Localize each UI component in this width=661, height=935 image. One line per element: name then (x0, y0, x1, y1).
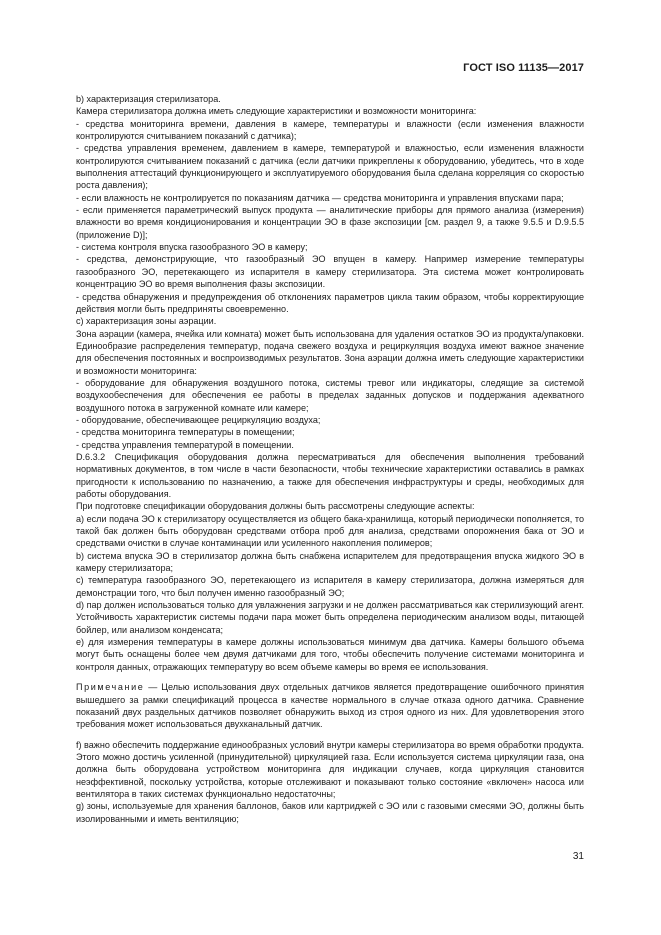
list-item-parametric-release: - если применяется параметрический выпуск продукта — аналитические приборы для прямого анализа (измерения) влажности во время кондиционирования и концентрации ЭО в фазе экспозиции [см. раздел 9, а также 9.5.5 и D.9.5.5 (приложение D)]; (76, 205, 584, 240)
list-item-temp-monitoring: - средства мониторинга температуры в помещении; (76, 427, 295, 438)
paragraph-b-sterilizer: b) характеризация стерилизатора. (76, 94, 221, 104)
list-item-steam: - если влажность не контролируется по показаниям датчика — средства мониторинга и управления впусками пара; (76, 192, 564, 203)
page-body (76, 93, 584, 825)
list-item-f: f) важно обеспечить поддержание единообразных условий внутри камеры стерилизатора во время обработки продукта. Этого можно достичь усиленной (принудительной) циркуляцией газа. Если используется система циркуляции газа, она должна быть оборудована устройством мониторинга для индикации случаев, когда циркуляция становится неэффективной, поскольку устройства, которые отслеживают и показывают только состояние «включен» насоса или вентилятора в таких системах функционально недостаточны; (76, 739, 584, 799)
list-item-d: d) пар должен использоваться только для увлажнения загрузки и не должен рассматриваться как стерилизующий агент. Устойчивость характеристик системы подачи пара может быть определена периодическим анализом воды, питающей бойлер, или анализом конденсата; (76, 600, 584, 635)
document-header: ГОСТ ISO 11135—2017 (463, 62, 584, 74)
list-item-g: g) зоны, используемые для хранения баллонов, баков или картриджей с ЭО или с газовыми смесями ЭО, должны быть изолированными и иметь вентиляцию; (76, 801, 584, 824)
list-item-control: - средства управления временем, давлением в камере, температурой и влажностью, если изменения влажности контролируются считыванием показаний с датчика (если датчики прикреплены к оборудованию, убедитесь, что в ходе выполнения аттестаций функционирующего и эксплуатируемого оборудования была сделана корреляция со скоростью роста давления); (76, 143, 584, 191)
list-item-airflow: - оборудование для обнаружения воздушного потока, системы тревог или индикаторы, следящие за системой воздухообеспечения для обеспечения ее работы в пределах заданных допусков и поддержания адекватного воздушного потока в загруженной комнате или камере; (76, 377, 584, 413)
paragraph-chamber-requirements: Камера стерилизатора должна иметь следующие характеристики и возможности мониторинга: (76, 106, 477, 117)
list-item-a: a) если подача ЭО к стерилизатору осуществляется из общего бака-хранилища, который периодически пополняется, то такой бак должен быть оборудован средствами отбора проб для анализа, средствами опорожнения бака от ЭО и средствами очистки в случае контаминации или усиленного накопления полимеров; (76, 513, 584, 549)
note (76, 681, 584, 730)
list-item-eo-demonstration: - средства, демонстрирующие, что газообразный ЭО впущен в камеру. Например измерение температуры газообразного ЭО, перетекающего из испарителя в камеру стерилизатора. Эта система может контролировать концентрацию ЭО во время выполнения фазы экспозиции. (76, 254, 584, 290)
list-item-b: b) система впуска ЭО в стерилизатор должна быть снабжена испарителем для предотвращения впуска жидкого ЭО в камеру стерилизатора; (76, 550, 584, 574)
page-number: 31 (572, 851, 584, 862)
paragraph-aeration-zone: Зона аэрации (камера, ячейка или комната) может быть использована для удаления остатков ЭО из продукта/упаковки. Единообразие распределения температур, подача свежего воздуха и рециркуляция воздуха имеют важное значение для обеспечения постоянных и воспроизводимых результатов. Зона аэрации должна иметь следующие характеристики и возможности мониторинга: (76, 328, 584, 376)
list-item-e: e) для измерения температуры в камере должны использоваться минимум два датчика. Камеры большого объема могут быть оснащены более чем двумя датчиками для того, чтобы обеспечить получение системами мониторинга и контроля данных, отражающих температуру во всем объеме камеры во время ее использования. (76, 637, 584, 672)
list-item-recirculation: - оборудование, обеспечивающее рециркуляцию воздуха; (76, 414, 321, 425)
note-text: — Целью использования двух отдельных датчиков является предотвращение ошибочного принятия вышедшего за рамки спецификаций процесса в качестве нормального в случае отказа одного датчика. Сравнение показаний двух раздельных датчиков позволяет обнаружить выход из строя одного из них. Для удовлетворения этого требования может использоваться двухканальный датчик. (76, 682, 584, 730)
paragraph-d632: D.6.3.2 Спецификация оборудования должна пересматриваться для обеспечения выполнения требований нормативных документов, в том числе в части безопасности, чтобы технические характеристики оставались в рамках пригодности к использованию по назначению, а также для обеспечения инфраструктуры и среды, необходимых для работы оборудования. (76, 451, 584, 499)
list-item-eo-inlet: - система контроля впуска газообразного ЭО в камеру; (76, 242, 308, 253)
list-item-c: c) температура газообразного ЭО, перетекающего из испарителя в камеру стерилизатора, должна измеряться для демонстрации того, что был получен именно газообразный ЭО; (76, 575, 584, 598)
paragraph-c-aeration: c) характеризация зоны аэрации. (76, 316, 217, 327)
list-item-monitoring: - средства мониторинга времени, давления в камере, температуры и влажности (если изменения влажности контролируются считыванием показаний с датчика); (76, 118, 584, 142)
paragraph-aspects-intro: При подготовке спецификации оборудования должны быть рассмотрены следующие аспекты: (76, 501, 475, 512)
list-item-temp-control: - средства управления температурой в помещении. (76, 439, 294, 450)
list-item-deviation-alerts: - средства обнаружения и предупреждения об отклонениях параметров цикла таким образом, чтобы корректирующие действия могли быть предприняты своевременно. (76, 291, 584, 314)
note-label: Примечание (76, 682, 145, 693)
